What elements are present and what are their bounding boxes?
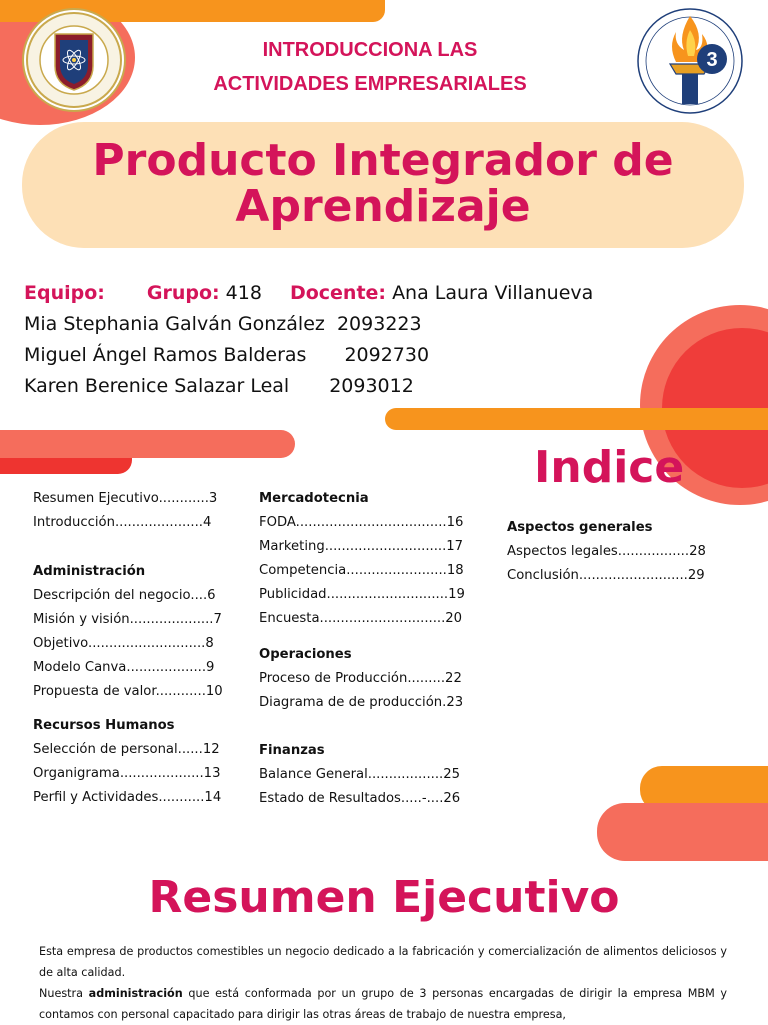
svg-text:3: 3 [706,49,718,71]
index-item[interactable]: Selección de personal......12 [33,742,220,757]
member-name: Mia Stephania Galván González [24,313,325,335]
subject-title [120,33,620,101]
resumen-text: que está conformada por un grupo de 3 personas encargadas de dirigir la empresa MBM y contamos con personal capacitado para dirigir las otras áreas de trabajo de nuestra empresa, [39,987,727,1021]
index-item[interactable]: Misión y visión....................7 [33,612,222,627]
index-item[interactable]: Encuesta..............................20 [259,611,463,626]
docente-label: Docente: [289,282,387,304]
index-item[interactable]: Descripción del negocio....6 [33,588,216,603]
grupo-value: 418 [225,282,262,304]
member-id: 2093223 [336,313,422,335]
index-item[interactable]: Marketing.............................17 [259,539,464,554]
subject-title-line1: INTRODUCCIONA LAS [262,39,478,61]
index-section-heading: Mercadotecnia [259,491,369,506]
index-column-3 [507,516,706,588]
index-item[interactable]: Propuesta de valor............10 [33,684,223,699]
index-item[interactable]: Modelo Canva...................9 [33,660,215,675]
decorative-bar-bottom-right-salmon [597,803,768,861]
page-title [22,135,744,232]
index-item[interactable]: Objetivo............................8 [33,636,214,651]
grupo-label: Grupo: [146,282,220,304]
resumen-paragraph: Esta empresa de productos comestibles un negocio dedicado a la fabricación y comercialización de alimentos deliciosos y de alta calidad. [39,945,727,979]
index-section-heading: Finanzas [259,743,325,758]
index-item[interactable]: Aspectos legales.................28 [507,544,706,559]
index-item[interactable]: Perfil y Actividades...........14 [33,790,222,805]
index-item[interactable]: Diagrama de de producción.23 [259,695,464,710]
index-section-heading: Aspectos generales [507,520,653,535]
member-id: 2092730 [344,344,430,366]
index-column-1 [33,487,223,810]
index-item[interactable]: Estado de Resultados.....-....26 [259,791,461,806]
index-item[interactable]: Introducción.....................4 [33,515,212,530]
subject-title-line2: ACTIVIDADES EMPRESARIALES [213,73,527,95]
index-item[interactable]: Proceso de Producción.........22 [259,671,462,686]
index-item[interactable]: Resumen Ejecutivo............3 [33,491,218,506]
section-title-resumen: Resumen Ejecutivo [148,872,620,923]
resumen-body [39,941,727,1025]
docente-value: Ana Laura Villanueva [392,282,594,304]
decorative-bar-right [385,408,768,430]
index-item[interactable]: Competencia........................18 [259,563,464,578]
member-name: Karen Berenice Salazar Leal [24,375,290,397]
university-seal-logo [22,8,126,112]
decorative-bar-left-salmon [0,430,295,458]
equipo-label: Equipo: [24,282,105,304]
team-member [24,340,624,371]
index-item[interactable]: Publicidad.............................19 [259,587,465,602]
team-header-row [24,278,624,309]
team-member [24,309,624,340]
university-seal-icon [24,10,124,110]
index-column-2 [259,487,465,811]
index-item[interactable]: Balance General..................25 [259,767,460,782]
member-id: 2093012 [329,375,414,397]
index-section-heading: Recursos Humanos [33,718,175,733]
index-title: Indice [534,442,685,493]
team-member [24,371,624,402]
page-title-line1: Producto Integrador de [92,135,674,186]
index-item[interactable]: FODA....................................16 [259,515,464,530]
resumen-paragraph [39,983,727,1025]
resumen-bold-text: administración [88,987,183,1000]
page-title-line2: Aprendizaje [235,181,531,232]
index-section-heading: Administración [33,564,146,579]
member-name: Miguel Ángel Ramos Balderas [24,344,307,366]
resumen-text: Nuestra [39,987,89,1000]
index-item[interactable]: Conclusión..........................29 [507,568,705,583]
team-info [24,278,624,402]
preparatoria-seal-logo [636,6,744,116]
index-item[interactable]: Organigrama....................13 [33,766,221,781]
index-section-heading: Operaciones [259,647,352,662]
torch-seal-icon [636,6,744,116]
